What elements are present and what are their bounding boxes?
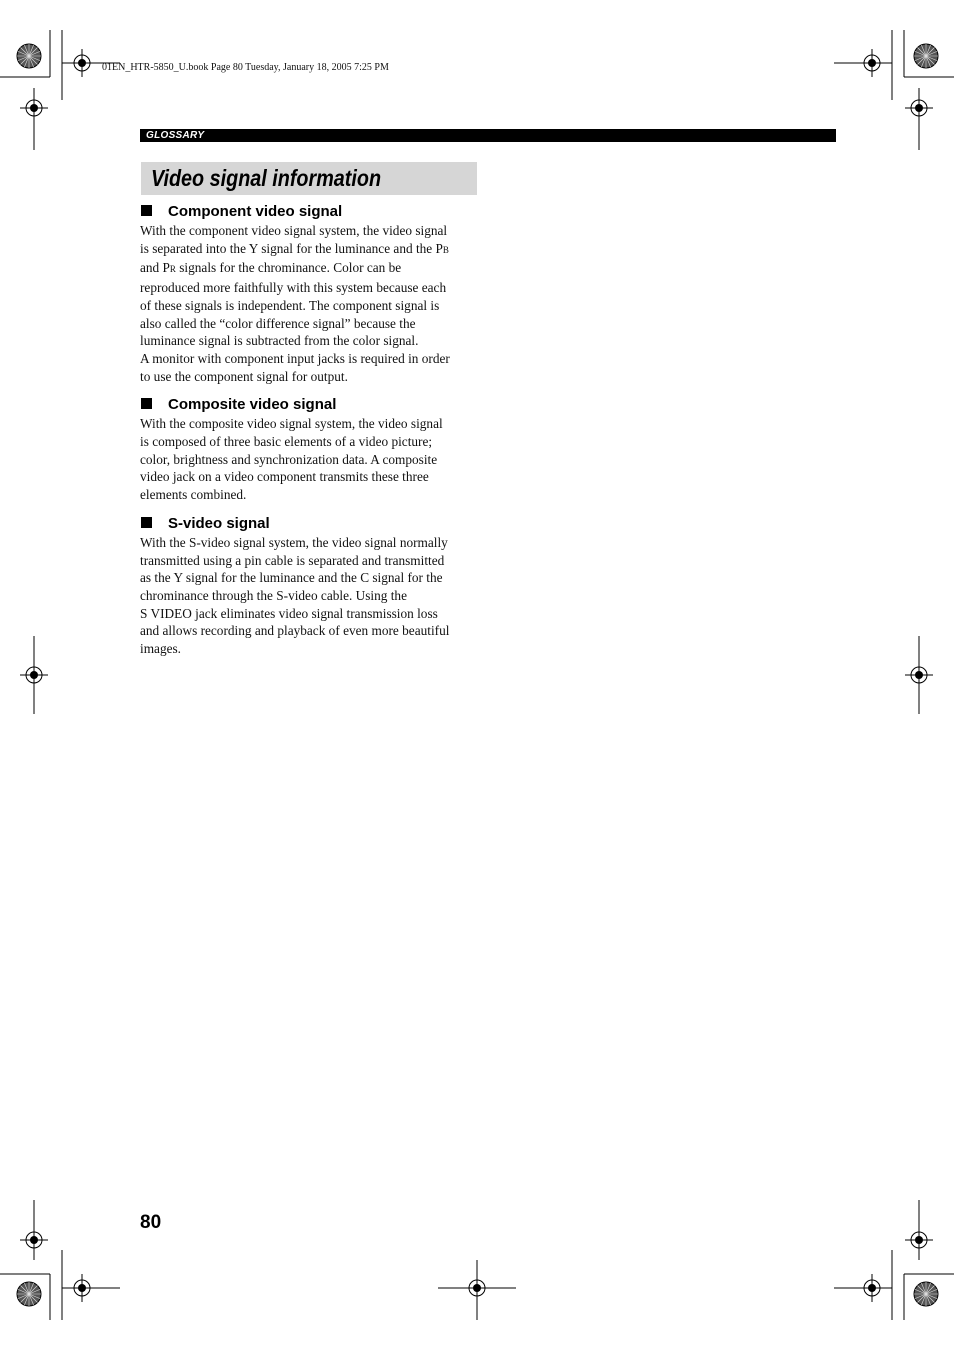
paragraph — [140, 415, 480, 504]
text-line: also called the “color difference signal” because the — [140, 315, 416, 331]
section-heading — [140, 395, 480, 414]
paragraph — [140, 350, 480, 385]
paragraph — [140, 222, 480, 350]
text-line: as the Y signal for the luminance and the C signal for the — [140, 570, 443, 586]
text-line: signals for the chrominance. Color can be — [175, 260, 402, 276]
text-line: luminance signal is subtracted from the color signal. — [140, 333, 419, 349]
paragraph — [140, 534, 480, 658]
text-line: to use the component signal for output. — [140, 368, 348, 384]
text-line: With the S-video signal system, the video signal normally — [140, 534, 448, 550]
section-composite — [140, 395, 480, 504]
text-line: transmitted using a pin cable is separated and transmitted — [140, 552, 445, 568]
content-column — [140, 202, 480, 668]
text-line: S VIDEO jack eliminates video signal transmission loss — [140, 605, 438, 621]
text-line: is separated into the Y signal for the luminance and the P — [140, 240, 443, 256]
print-header: 01EN_HTR-5850_U.book Page 80 Tuesday, January 18, 2005 7:25 PM — [102, 62, 389, 73]
text-line: is composed of three basic elements of a video picture; — [140, 434, 433, 450]
text-line: With the component video signal system, the video signal — [140, 223, 448, 238]
text-line: elements combined. — [140, 487, 247, 503]
section-heading — [140, 514, 480, 533]
text-line: and P — [140, 260, 170, 276]
starburst-mark-icon — [914, 44, 938, 68]
subscript: R — [169, 264, 176, 275]
section-heading — [140, 202, 480, 221]
section-svideo — [140, 514, 480, 658]
text-line: reproduced more faithfully with this system because each — [140, 280, 447, 296]
text-line: color, brightness and synchronization data. A composite — [140, 451, 438, 467]
text-line: of these signals is independent. The component signal is — [140, 297, 440, 313]
starburst-mark-icon — [17, 1282, 41, 1306]
square-bullet-icon — [141, 517, 152, 528]
page-number: 80 — [140, 1212, 162, 1233]
subscript: B — [442, 244, 449, 255]
section-heading-text: Composite video signal — [168, 396, 337, 414]
page-title: Video signal information — [151, 165, 382, 191]
text-line: chrominance through the S-video cable. Using the — [140, 587, 407, 603]
starburst-mark-icon — [17, 44, 41, 68]
starburst-mark-icon — [914, 1282, 938, 1306]
square-bullet-icon — [141, 205, 152, 216]
square-bullet-icon — [141, 398, 152, 409]
text-line: images. — [140, 641, 181, 657]
section-heading-text: S-video signal — [168, 514, 270, 532]
text-line: video jack on a video component transmits these three — [140, 469, 429, 485]
text-line: A monitor with component input jacks is required in order — [140, 350, 450, 366]
text-line: With the composite video signal system, the video signal — [140, 416, 443, 432]
section-label: GLOSSARY — [146, 130, 205, 141]
section-bar — [140, 129, 836, 142]
section-component — [140, 202, 480, 385]
title-box — [141, 162, 477, 195]
section-heading-text: Component video signal — [168, 203, 343, 220]
text-line: and allows recording and playback of even more beautiful — [140, 623, 450, 639]
